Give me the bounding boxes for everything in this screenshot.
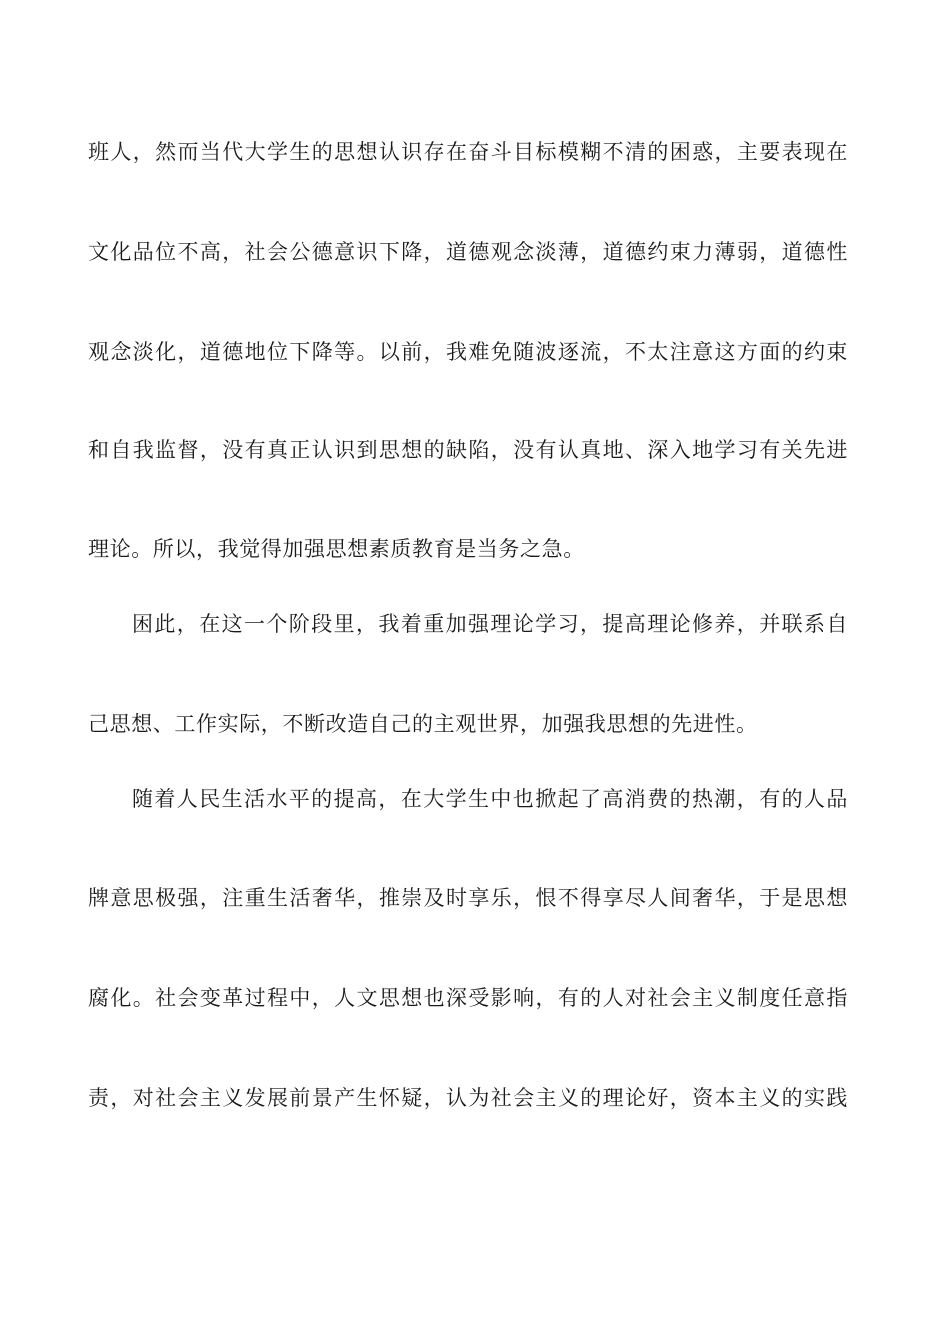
text-line: 理论。所以，我觉得加强思想素质教育是当务之急。 <box>88 537 585 561</box>
text-line: 牌意思极强，注重生活奢华，推崇及时享乐，恨不得享尽人间奢华，于是思想 <box>88 886 848 910</box>
text-line: 班人，然而当代大学生的思想认识存在奋斗目标模糊不清的困惑，主要表现在 <box>88 140 848 164</box>
text-line: 责，对社会主义发展前景产生怀疑，认为社会主义的理论好，资本主义的实践 <box>88 1086 848 1110</box>
text-line: 观念淡化，道德地位下降等。以前，我难免随波逐流，不太注意这方面的约束 <box>88 340 848 364</box>
text-line: 和自我监督，没有真正认识到思想的缺陷，没有认真地、深入地学习有关先进 <box>88 438 848 462</box>
paragraph-first-line: 困此，在这一个阶段里，我着重加强理论学习，提高理论修养，并联系自 <box>132 612 848 636</box>
text-line: 己思想、工作实际，不断改造自己的主观世界，加强我思想的先进性。 <box>88 712 758 736</box>
paragraph-first-line: 随着人民生活水平的提高，在大学生中也掀起了高消费的热潮，有的人品 <box>132 787 848 811</box>
text-line: 文化品位不高，社会公德意识下降，道德观念淡薄，道德约束力薄弱，道德性 <box>88 240 848 264</box>
text-line: 腐化。社会变革过程中，人文思想也深受影响，有的人对社会主义制度任意指 <box>88 986 848 1010</box>
